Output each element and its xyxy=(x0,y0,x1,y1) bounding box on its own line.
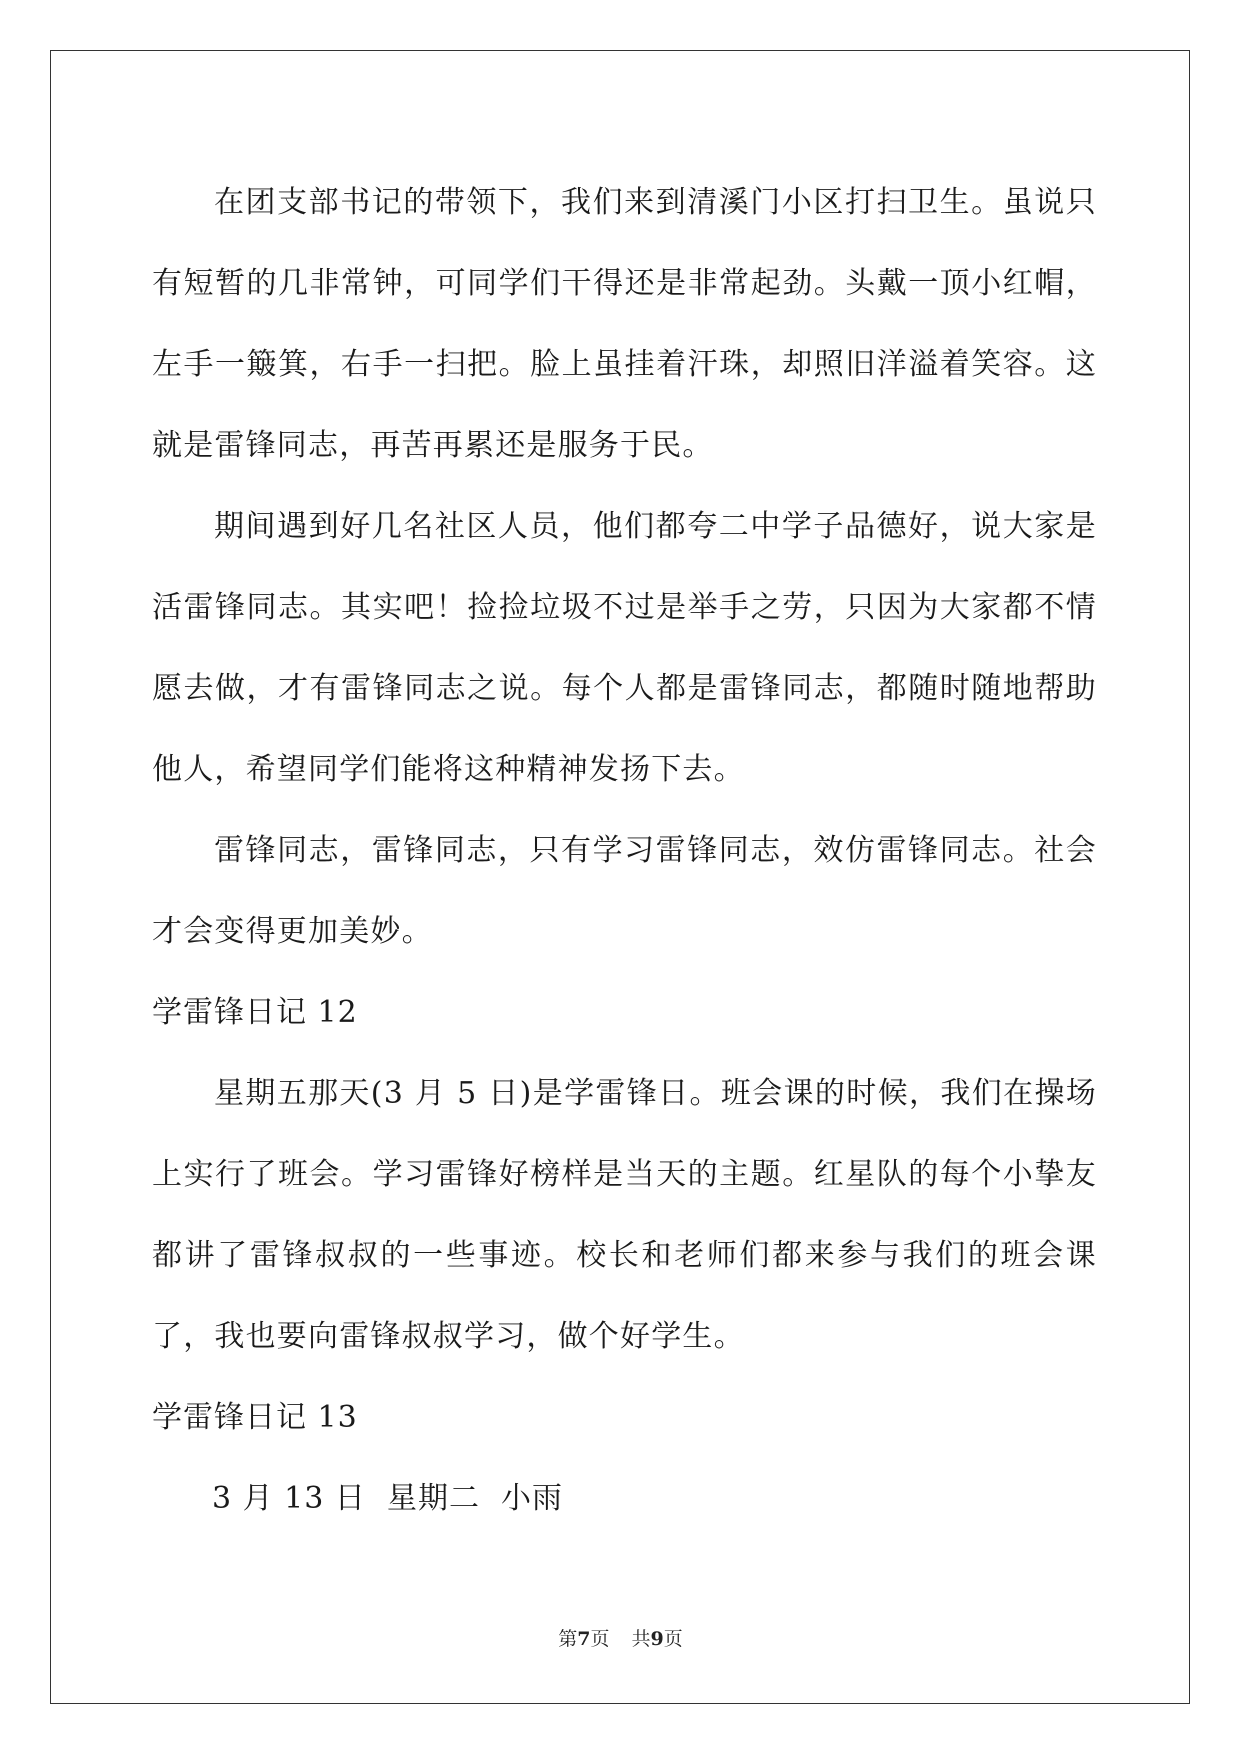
paragraph-4: 星期五那天(3 月 5 日)是学雷锋日。班会课的时候，我们在操场上实行了班会。学习雷锋好榜样是当天的主题。红星队的每个小挚友都讲了雷锋叔叔的一些事迹。校长和老师们都来参与我们的班会课了，我也要向雷锋叔叔学习，做个好学生。 xyxy=(152,1076,1097,1354)
paragraph-3: 雷锋同志，雷锋同志，只有学习雷锋同志，效仿雷锋同志。社会才会变得更加美妙。 xyxy=(152,833,1097,949)
page-suffix: 页 xyxy=(590,1628,610,1650)
diary-date-line: 3 月 13 日 星期二 小雨 xyxy=(212,1481,564,1516)
total-suffix: 页 xyxy=(663,1628,683,1650)
paragraph-1: 在团支部书记的带领下，我们来到清溪门小区打扫卫生。虽说只有短暂的几非常钟，可同学们干得还是非常起劲。头戴一顶小红帽，左手一簸箕，右手一扫把。脸上虽挂着汗珠，却照旧洋溢着笑容。这就是雷锋同志，再苦再累还是服务于民。 xyxy=(152,185,1097,463)
page-footer xyxy=(0,1624,1241,1651)
page-total: 9 xyxy=(650,1628,664,1650)
total-prefix: 共 xyxy=(631,1628,651,1650)
document-body xyxy=(152,162,1097,1539)
page-prefix: 第 xyxy=(558,1628,578,1650)
paragraph-2: 期间遇到好几名社区人员，他们都夸二中学子品德好，说大家是活雷锋同志。其实吧！捡捡垃圾不过是举手之劳，只因为大家都不情愿去做，才有雷锋同志之说。每个人都是雷锋同志，都随时随地帮助他人，希望同学们能将这种精神发扬下去。 xyxy=(152,509,1097,787)
section-heading-13: 学雷锋日记 13 xyxy=(152,1400,358,1435)
section-heading-12: 学雷锋日记 12 xyxy=(152,995,358,1030)
page-current: 7 xyxy=(577,1628,591,1650)
